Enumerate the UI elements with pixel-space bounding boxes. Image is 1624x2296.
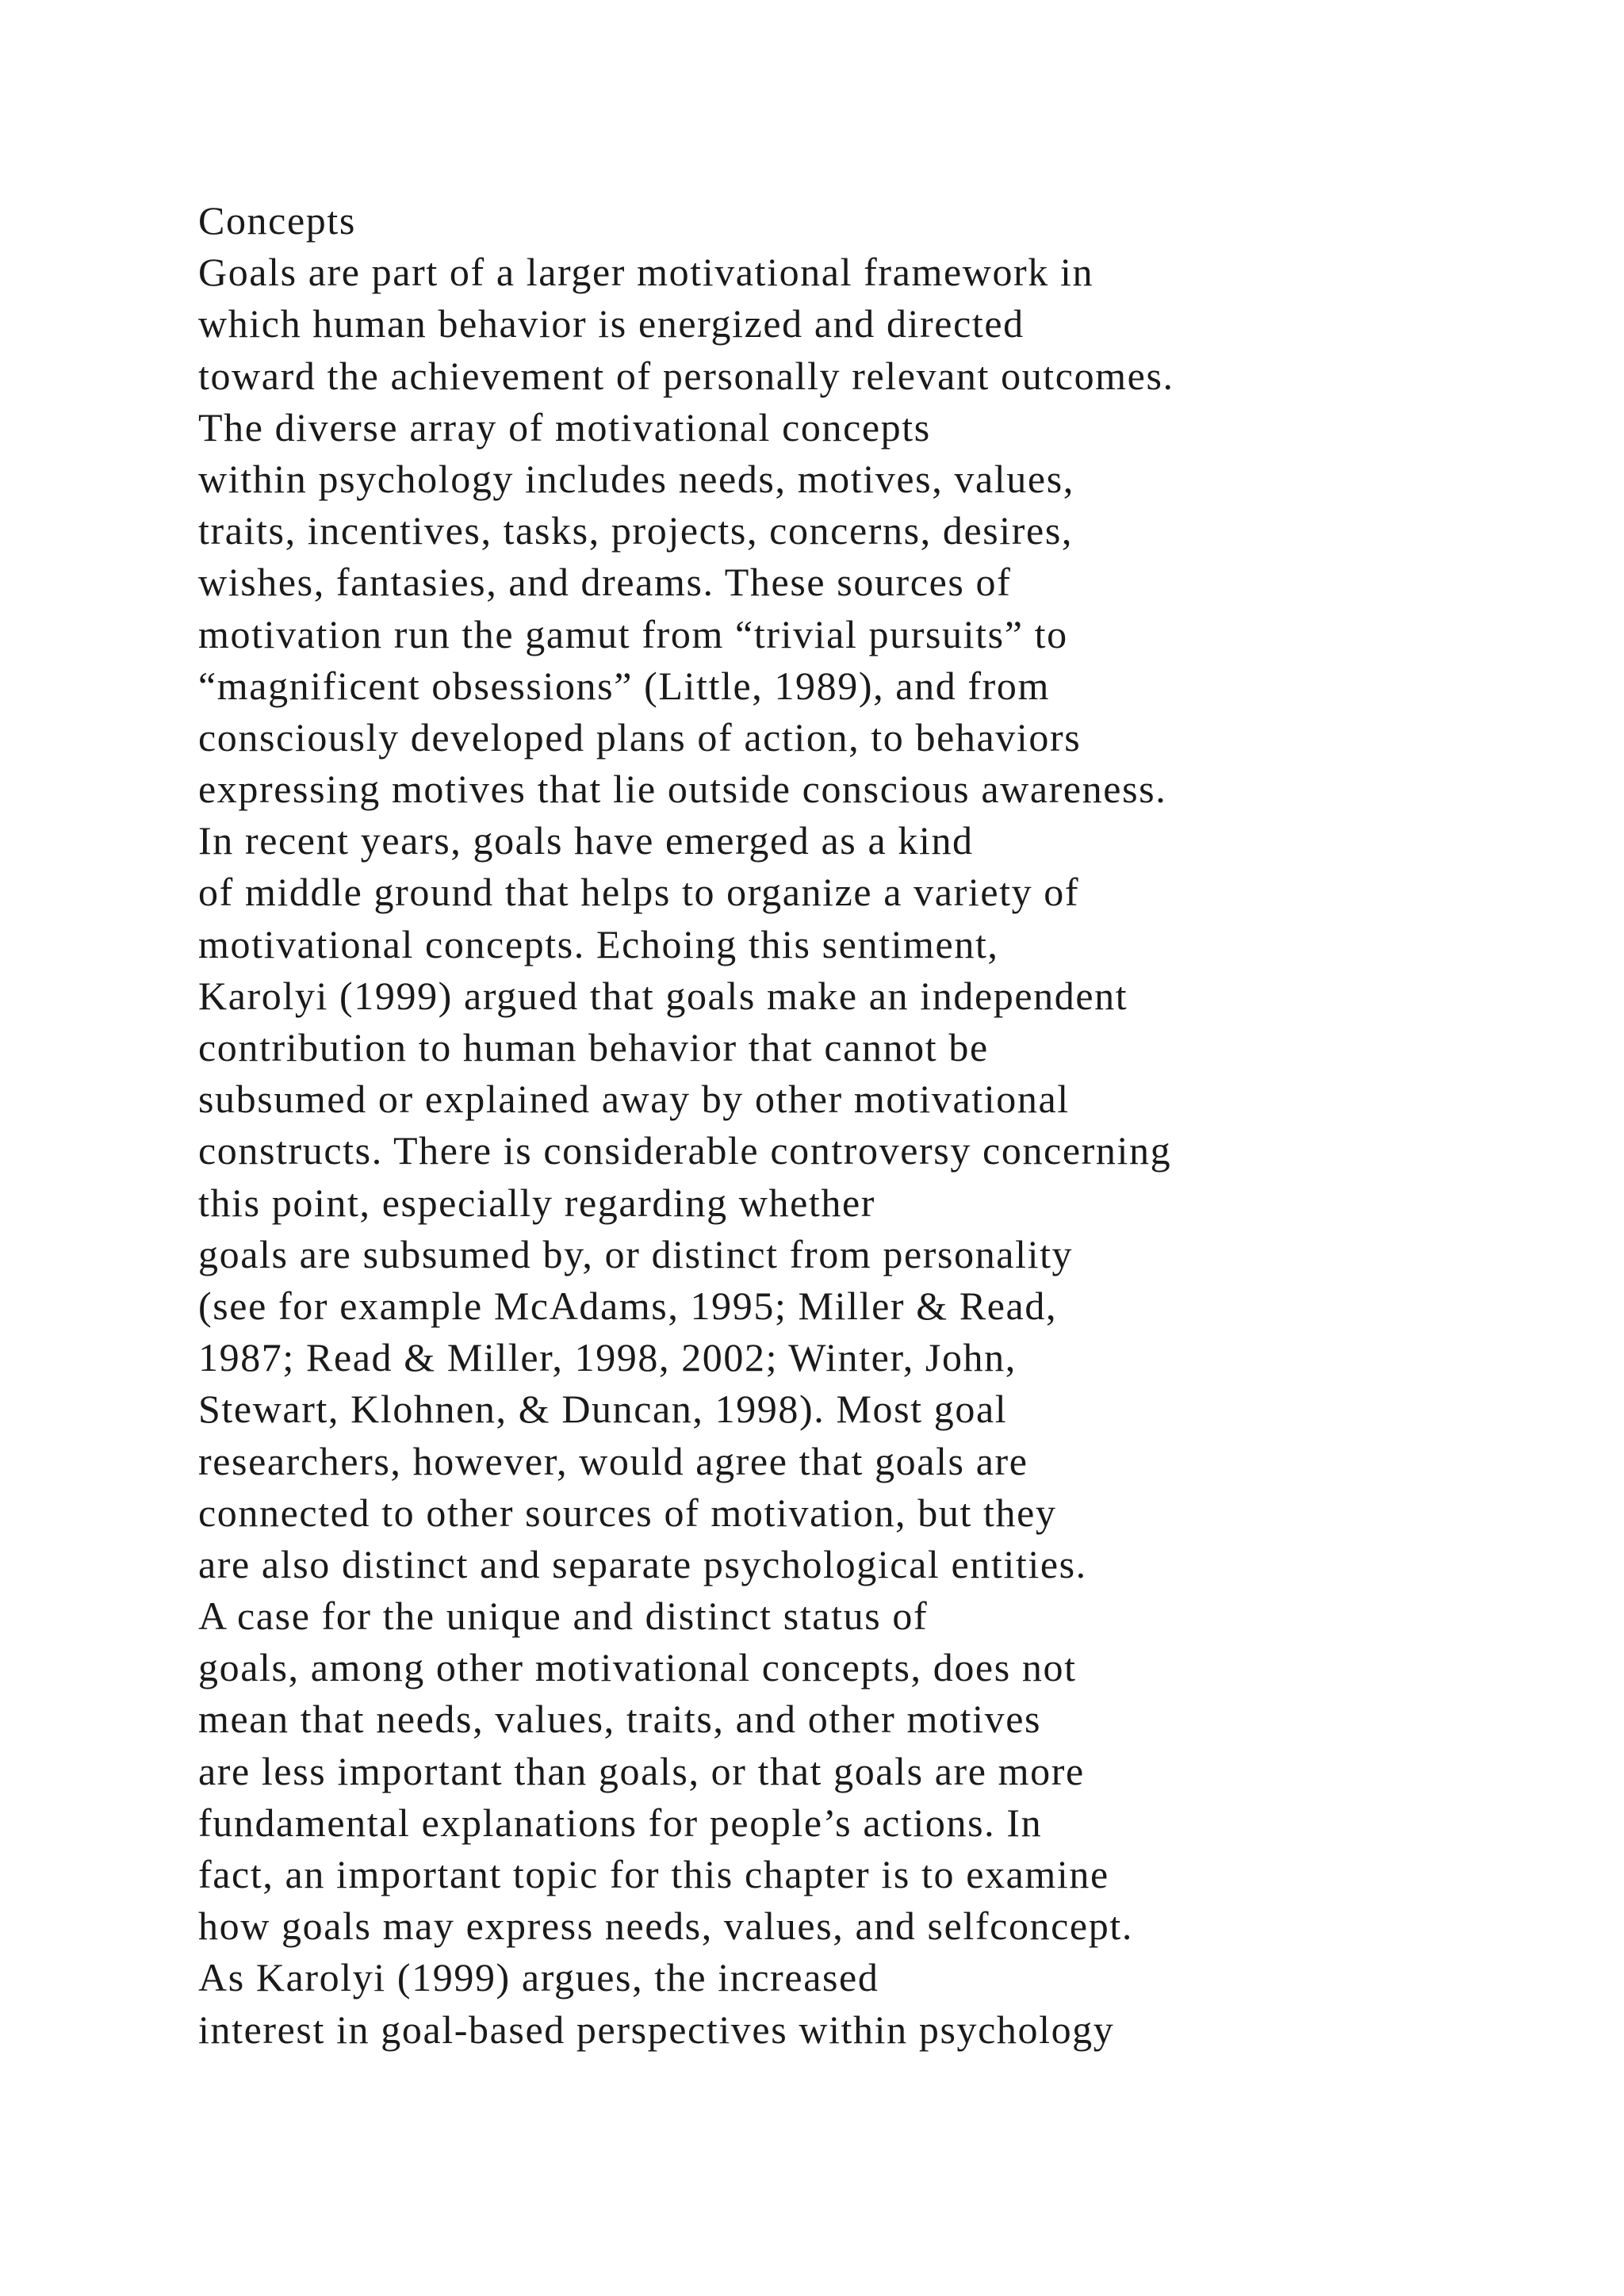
- section-heading: Concepts: [198, 198, 356, 243]
- text-line: constructs. There is considerable controversy concerning: [198, 1128, 1172, 1173]
- text-line: In recent years, goals have emerged as a kind: [198, 818, 974, 863]
- text-line: within psychology includes needs, motives, values,: [198, 456, 1074, 501]
- text-line: wishes, fantasies, and dreams. These sources of: [198, 560, 1012, 605]
- text-line: subsumed or explained away by other motivational: [198, 1077, 1070, 1122]
- text-line: interest in goal-based perspectives within psychology: [198, 2007, 1115, 2052]
- text-line: “magnificent obsessions” (Little, 1989), and from: [198, 663, 1050, 708]
- text-line: are also distinct and separate psychological entities.: [198, 1541, 1087, 1586]
- text-line: As Karolyi (1999) argues, the increased: [198, 1955, 879, 2000]
- text-line: researchers, however, would agree that goals are: [198, 1438, 1028, 1483]
- text-line: The diverse array of motivational concepts: [198, 404, 931, 450]
- text-line: motivation run the gamut from “trivial pursuits” to: [198, 611, 1068, 656]
- text-line: traits, incentives, tasks, projects, concerns, desires,: [198, 508, 1073, 553]
- text-line: mean that needs, values, traits, and other motives: [198, 1697, 1042, 1742]
- text-line: (see for example McAdams, 1995; Miller & Read,: [198, 1283, 1058, 1328]
- text-line: Karolyi (1999) argued that goals make an independent: [198, 973, 1128, 1018]
- text-line: 1987; Read & Miller, 1998, 2002; Winter, John,: [198, 1335, 1017, 1380]
- text-line: consciously developed plans of action, to behaviors: [198, 714, 1082, 760]
- text-line: fundamental explanations for people’s actions. In: [198, 1800, 1043, 1845]
- text-line: A case for the unique and distinct status of: [198, 1594, 929, 1639]
- text-line: how goals may express needs, values, and selfconcept.: [198, 1904, 1133, 1949]
- text-line: this point, especially regarding whether: [198, 1180, 876, 1225]
- text-line: motivational concepts. Echoing this sentiment,: [198, 921, 999, 966]
- document-body: [198, 195, 1586, 2056]
- text-line: Stewart, Klohnen, & Duncan, 1998). Most goal: [198, 1387, 1008, 1432]
- text-line: are less important than goals, or that goals are more: [198, 1748, 1085, 1793]
- text-line: fact, an important topic for this chapter is to examine: [198, 1852, 1109, 1896]
- text-line: toward the achievement of personally relevant outcomes.: [198, 353, 1174, 398]
- text-line: contribution to human behavior that cannot be: [198, 1025, 989, 1070]
- text-line: goals are subsumed by, or distinct from personality: [198, 1231, 1074, 1276]
- text-line: goals, among other motivational concepts, does not: [198, 1645, 1077, 1690]
- text-line: connected to other sources of motivation, but they: [198, 1490, 1057, 1535]
- text-line: expressing motives that lie outside conscious awareness.: [198, 767, 1167, 812]
- text-line: of middle ground that helps to organize a variety of: [198, 870, 1080, 915]
- text-line: which human behavior is energized and directed: [198, 301, 1025, 346]
- text-line: Goals are part of a larger motivational framework in: [198, 250, 1094, 295]
